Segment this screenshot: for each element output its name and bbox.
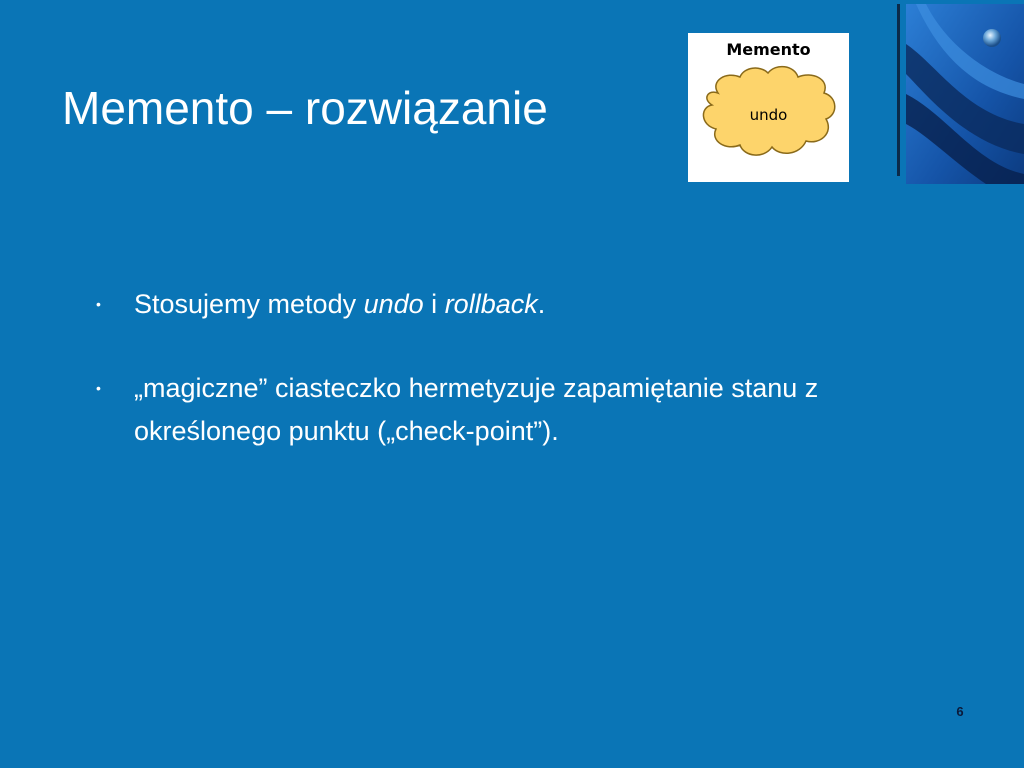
bullet-text-italic-undo: undo: [363, 289, 424, 319]
bullet-text-part: .: [537, 289, 546, 319]
bullet-text-part: i: [423, 289, 445, 319]
bullet-text-italic-rollback: rollback: [444, 289, 538, 319]
bullet-item: [96, 283, 956, 326]
memento-image: [688, 33, 849, 182]
bullet-dot: •: [96, 296, 101, 312]
decorative-swirl-icon: [906, 4, 1024, 184]
bullet-item: [96, 367, 956, 453]
slide-title: Memento – rozwiązanie: [62, 82, 548, 134]
bullet-dot: •: [96, 380, 101, 396]
bullet-text: „magiczne” ciasteczko hermetyzuje zapamiętanie stanu z określonego punktu („check-point”).: [134, 373, 819, 446]
divider-line: [897, 4, 900, 176]
cloud-text: undo: [749, 106, 788, 124]
bullet-list: [96, 283, 956, 494]
bullet-text-part: Stosujemy metody: [134, 289, 364, 319]
memento-heading: Memento: [726, 40, 811, 59]
page-number: 6: [956, 704, 964, 719]
bullet-text: [134, 283, 956, 326]
